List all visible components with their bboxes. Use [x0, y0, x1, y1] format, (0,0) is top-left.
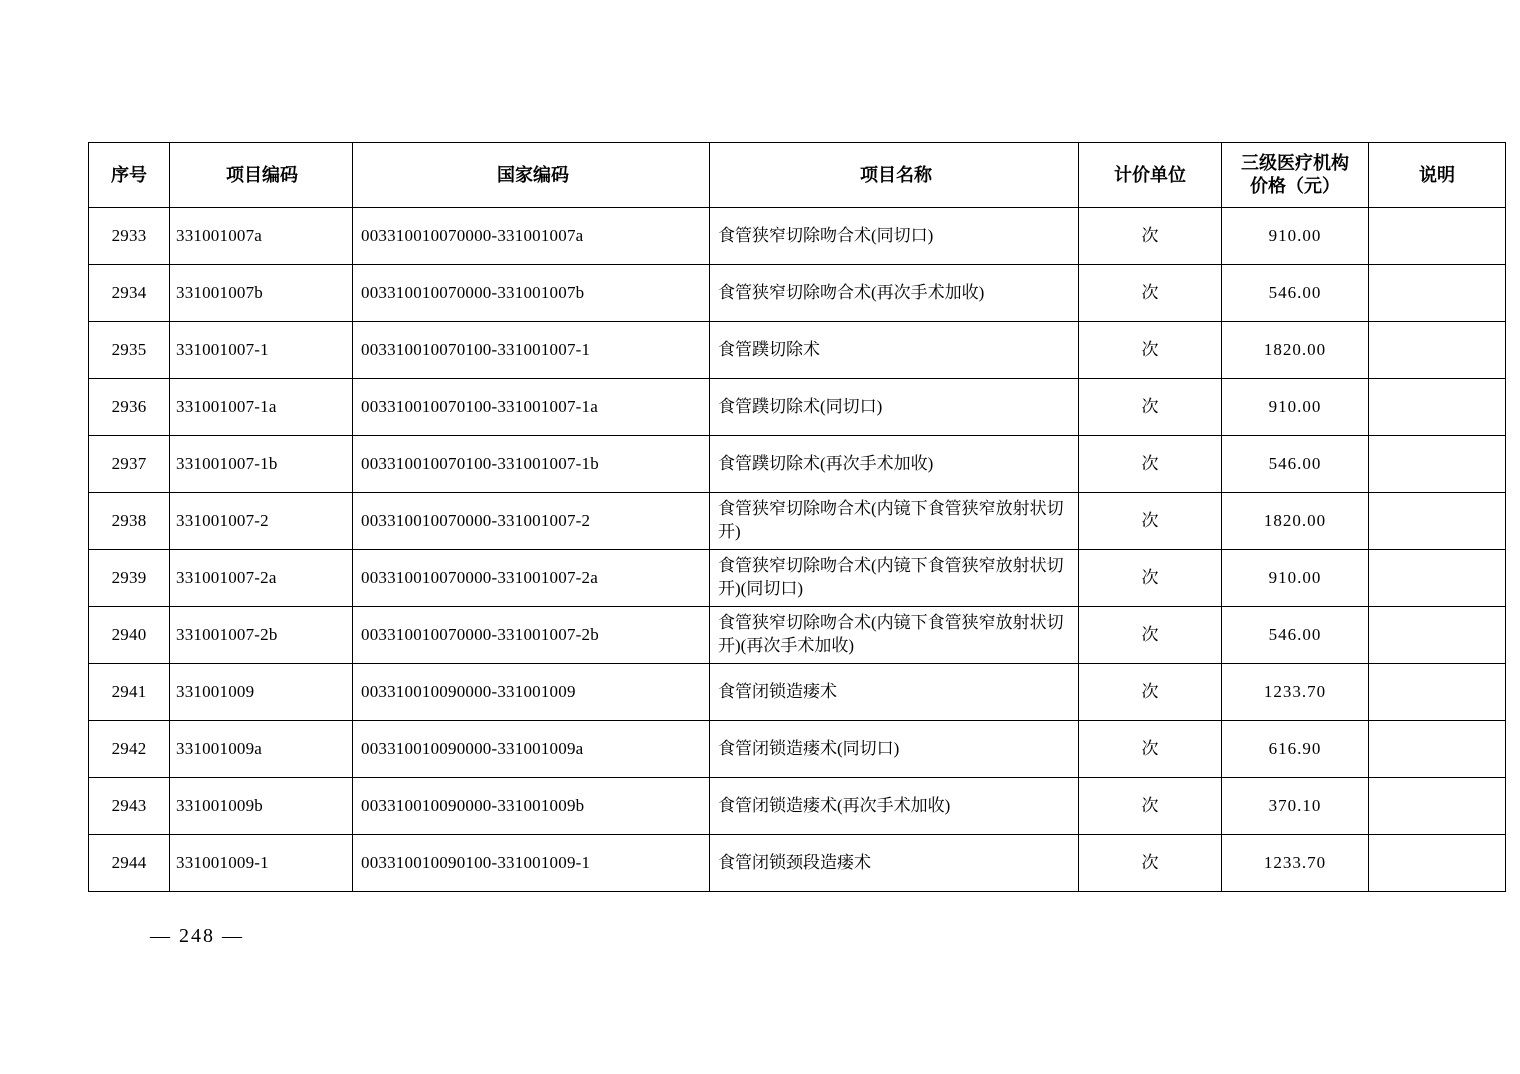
table-row — [89, 835, 1506, 892]
cell-price: 616.90 — [1222, 721, 1369, 778]
cell-item-code: 331001007-2a — [170, 550, 353, 607]
cell-price: 546.00 — [1222, 436, 1369, 493]
cell-item-name: 食管闭锁造瘘术(再次手术加收) — [710, 778, 1079, 835]
table-row — [89, 379, 1506, 436]
cell-item-code: 331001009b — [170, 778, 353, 835]
column-header-unit: 计价单位 — [1079, 143, 1222, 208]
medical-price-table — [88, 142, 1506, 892]
cell-note — [1369, 436, 1506, 493]
page-number: — 248 — — [150, 925, 244, 947]
cell-item-code: 331001007-1a — [170, 379, 353, 436]
cell-seq: 2943 — [89, 778, 170, 835]
cell-unit: 次 — [1079, 493, 1222, 550]
cell-seq: 2938 — [89, 493, 170, 550]
cell-item-code: 331001009 — [170, 664, 353, 721]
column-header-national-code: 国家编码 — [353, 143, 710, 208]
cell-national-code: 003310010070000-331001007b — [353, 265, 710, 322]
cell-national-code: 003310010070100-331001007-1b — [353, 436, 710, 493]
cell-note — [1369, 835, 1506, 892]
cell-national-code: 003310010070000-331001007-2b — [353, 607, 710, 664]
cell-seq: 2942 — [89, 721, 170, 778]
cell-unit: 次 — [1079, 379, 1222, 436]
cell-seq: 2944 — [89, 835, 170, 892]
cell-note — [1369, 664, 1506, 721]
column-header-price-line2: 价格（元） — [1250, 176, 1340, 196]
cell-note — [1369, 265, 1506, 322]
cell-unit: 次 — [1079, 265, 1222, 322]
cell-seq: 2933 — [89, 208, 170, 265]
column-header-item-code: 项目编码 — [170, 143, 353, 208]
cell-price: 1233.70 — [1222, 664, 1369, 721]
cell-item-name: 食管狭窄切除吻合术(内镜下食管狭窄放射状切开) — [710, 493, 1079, 550]
cell-price: 546.00 — [1222, 265, 1369, 322]
cell-note — [1369, 208, 1506, 265]
cell-item-code: 331001007b — [170, 265, 353, 322]
cell-item-name: 食管闭锁造瘘术(同切口) — [710, 721, 1079, 778]
table-row — [89, 493, 1506, 550]
cell-national-code: 003310010090000-331001009a — [353, 721, 710, 778]
table-row — [89, 550, 1506, 607]
cell-price: 910.00 — [1222, 379, 1369, 436]
cell-note — [1369, 607, 1506, 664]
cell-item-code: 331001007-2 — [170, 493, 353, 550]
cell-item-name: 食管狭窄切除吻合术(再次手术加收) — [710, 265, 1079, 322]
cell-national-code: 003310010070000-331001007-2a — [353, 550, 710, 607]
cell-national-code: 003310010090000-331001009 — [353, 664, 710, 721]
cell-price: 370.10 — [1222, 778, 1369, 835]
table-row — [89, 607, 1506, 664]
table-row — [89, 208, 1506, 265]
cell-note — [1369, 721, 1506, 778]
cell-item-name: 食管狭窄切除吻合术(内镜下食管狭窄放射状切开)(再次手术加收) — [710, 607, 1079, 664]
cell-unit: 次 — [1079, 664, 1222, 721]
cell-seq: 2937 — [89, 436, 170, 493]
table-row — [89, 265, 1506, 322]
cell-unit: 次 — [1079, 778, 1222, 835]
cell-note — [1369, 379, 1506, 436]
cell-seq: 2934 — [89, 265, 170, 322]
cell-item-code: 331001009-1 — [170, 835, 353, 892]
column-header-item-name: 项目名称 — [710, 143, 1079, 208]
cell-seq: 2941 — [89, 664, 170, 721]
table-row — [89, 778, 1506, 835]
cell-item-name: 食管闭锁颈段造瘘术 — [710, 835, 1079, 892]
table-header — [89, 143, 1506, 208]
cell-item-code: 331001007-1 — [170, 322, 353, 379]
cell-price: 1820.00 — [1222, 322, 1369, 379]
cell-national-code: 003310010070100-331001007-1 — [353, 322, 710, 379]
cell-note — [1369, 550, 1506, 607]
cell-seq: 2936 — [89, 379, 170, 436]
price-table-container — [88, 142, 1455, 892]
cell-item-name: 食管闭锁造瘘术 — [710, 664, 1079, 721]
cell-unit: 次 — [1079, 607, 1222, 664]
cell-note — [1369, 493, 1506, 550]
cell-item-name: 食管狭窄切除吻合术(同切口) — [710, 208, 1079, 265]
cell-item-name: 食管蹼切除术(再次手术加收) — [710, 436, 1079, 493]
cell-national-code: 003310010070000-331001007-2 — [353, 493, 710, 550]
cell-price: 910.00 — [1222, 208, 1369, 265]
cell-item-code: 331001007-1b — [170, 436, 353, 493]
cell-unit: 次 — [1079, 835, 1222, 892]
cell-price: 1820.00 — [1222, 493, 1369, 550]
cell-national-code: 003310010090100-331001009-1 — [353, 835, 710, 892]
cell-price: 546.00 — [1222, 607, 1369, 664]
table-row — [89, 721, 1506, 778]
cell-item-code: 331001007a — [170, 208, 353, 265]
column-header-price — [1222, 143, 1369, 208]
cell-seq: 2935 — [89, 322, 170, 379]
cell-unit: 次 — [1079, 322, 1222, 379]
table-body — [89, 208, 1506, 892]
cell-unit: 次 — [1079, 436, 1222, 493]
cell-unit: 次 — [1079, 208, 1222, 265]
column-header-seq: 序号 — [89, 143, 170, 208]
cell-seq: 2940 — [89, 607, 170, 664]
column-header-note: 说明 — [1369, 143, 1506, 208]
cell-unit: 次 — [1079, 550, 1222, 607]
cell-seq: 2939 — [89, 550, 170, 607]
cell-price: 910.00 — [1222, 550, 1369, 607]
cell-national-code: 003310010090000-331001009b — [353, 778, 710, 835]
cell-note — [1369, 778, 1506, 835]
cell-price: 1233.70 — [1222, 835, 1369, 892]
cell-item-name: 食管狭窄切除吻合术(内镜下食管狭窄放射状切开)(同切口) — [710, 550, 1079, 607]
cell-national-code: 003310010070000-331001007a — [353, 208, 710, 265]
cell-item-name: 食管蹼切除术(同切口) — [710, 379, 1079, 436]
table-row — [89, 664, 1506, 721]
cell-item-code: 331001009a — [170, 721, 353, 778]
cell-national-code: 003310010070100-331001007-1a — [353, 379, 710, 436]
column-header-price-line1: 三级医疗机构 — [1241, 152, 1349, 173]
cell-unit: 次 — [1079, 721, 1222, 778]
table-row — [89, 322, 1506, 379]
table-row — [89, 436, 1506, 493]
cell-item-name: 食管蹼切除术 — [710, 322, 1079, 379]
cell-note — [1369, 322, 1506, 379]
table-header-row — [89, 143, 1506, 208]
cell-item-code: 331001007-2b — [170, 607, 353, 664]
